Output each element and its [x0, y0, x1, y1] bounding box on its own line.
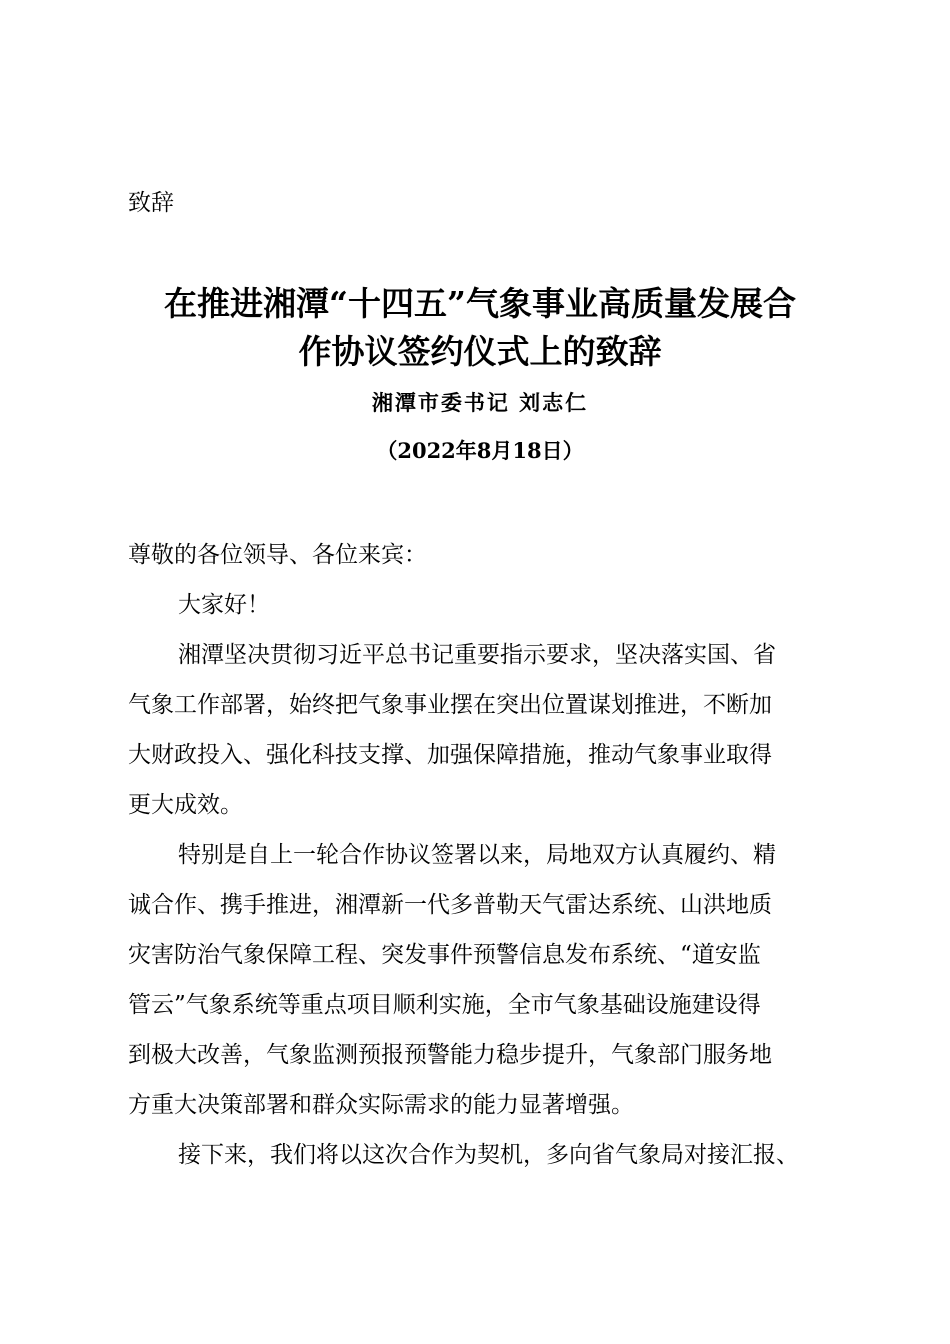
paragraph-3-line: 接下来，我们将以这次合作为契机，多向省气象局对接汇报、 [178, 1142, 799, 1168]
paragraph-1-line: 大财政投入、强化科技支撑、加强保障措施，推动气象事业取得 [128, 742, 772, 768]
title-line-2: 作协议签约仪式上的致辞 [298, 332, 662, 371]
speech-body [128, 530, 834, 1180]
speech-date: （2022年8月18日） [376, 438, 584, 463]
paragraph-1-line: 湘潭坚决贯彻习近平总书记重要指示要求，坚决落实国、省 [178, 642, 776, 668]
title-line-1: 在推进湘潭“十四五”气象事业高质量发展合 [164, 284, 796, 323]
paragraph-2-line: 到极大改善，气象监测预报预警能力稳步提升，气象部门服务地 [128, 1042, 772, 1068]
paragraph-2-line: 管云”气象系统等重点项目顺利实施，全市气象基础设施建设得 [128, 992, 761, 1018]
paragraph-2-line: 诚合作、携手推进，湘潭新一代多普勒天气雷达系统、山洪地质 [128, 892, 772, 918]
section-label: 致辞 [128, 190, 174, 216]
paragraph-2-line: 灾害防治气象保障工程、突发事件预警信息发布系统、“道安监 [128, 942, 761, 968]
paragraph-1-line: 气象工作部署，始终把气象事业摆在突出位置谋划推进，不断加 [128, 692, 772, 718]
paragraph-1-line: 更大成效。 [128, 792, 243, 818]
greeting: 大家好！ [178, 592, 270, 618]
paragraph-2-line: 方重大决策部署和群众实际需求的能力显著增强。 [128, 1092, 634, 1118]
author-byline: 湘潭市委书记 刘志仁 [371, 390, 589, 415]
paragraph-2-line: 特别是自上一轮合作协议签署以来，局地双方认真履约、精 [178, 842, 776, 868]
document-title [110, 280, 850, 376]
salutation: 尊敬的各位领导、各位来宾： [128, 542, 427, 568]
